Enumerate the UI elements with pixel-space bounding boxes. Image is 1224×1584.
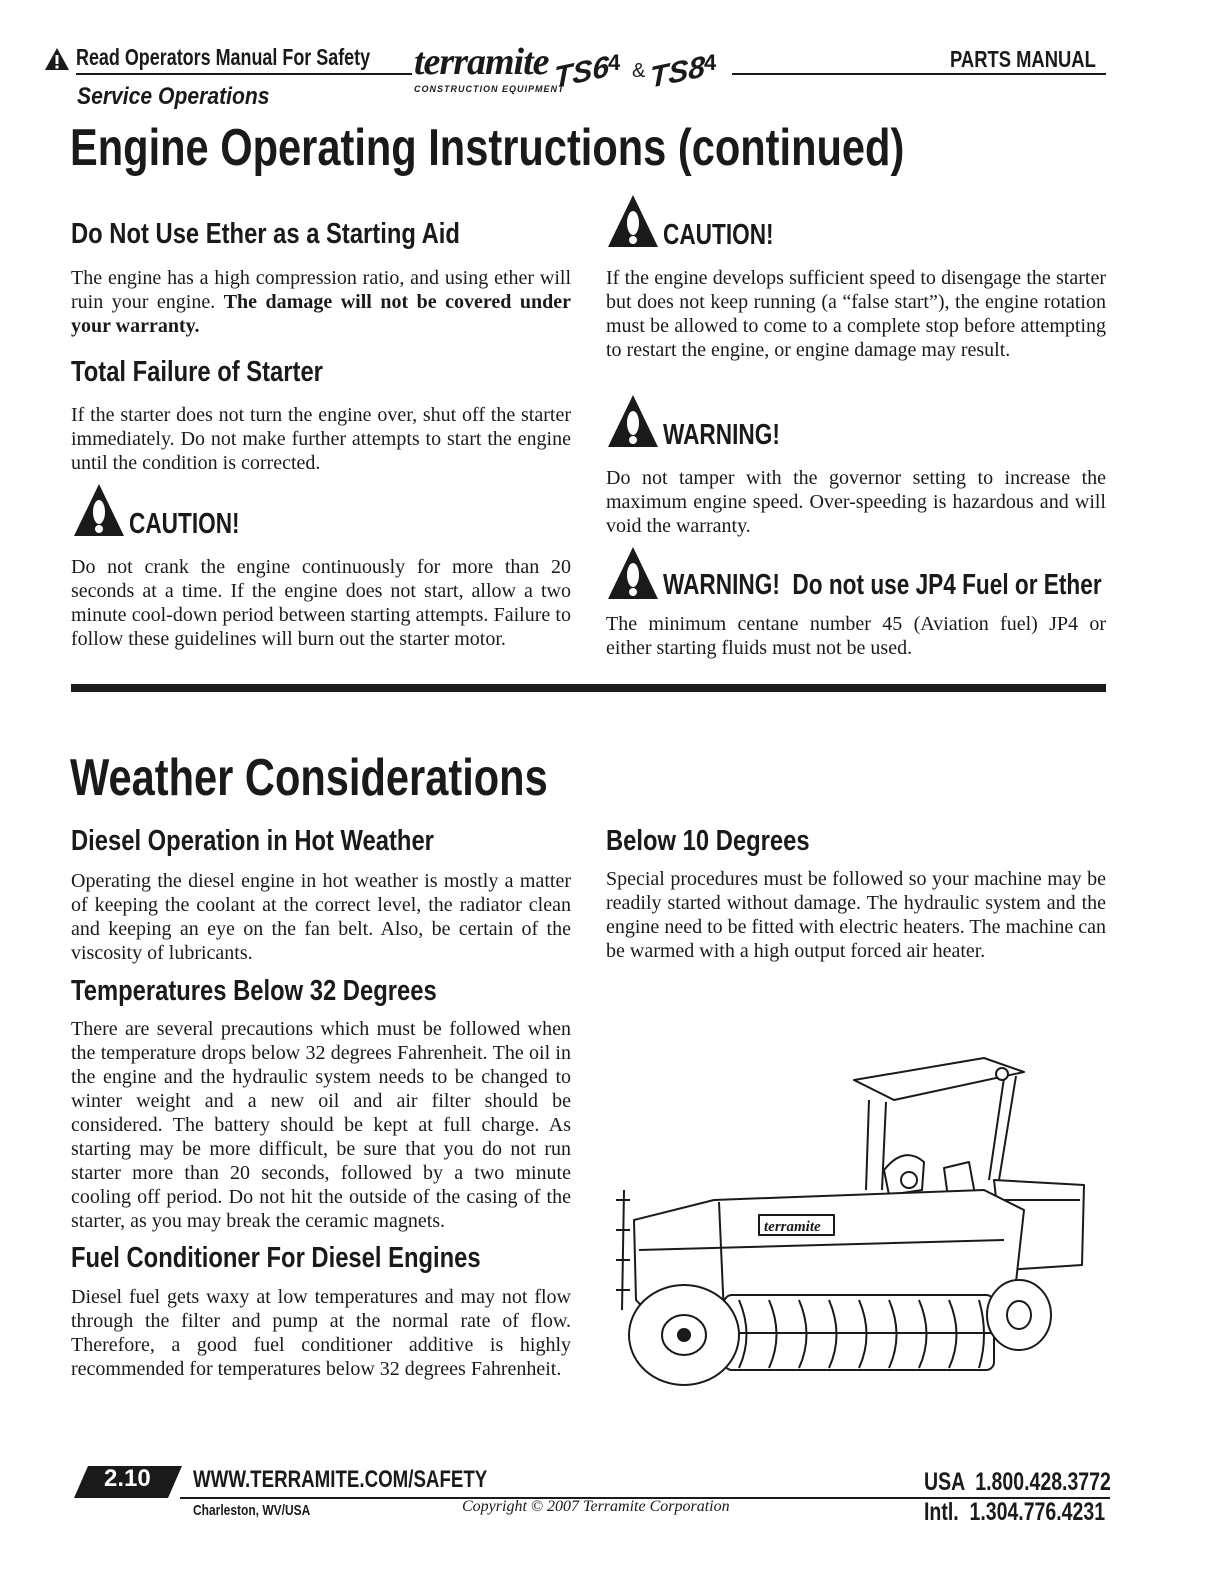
hot-weather-heading: Diesel Operation in Hot Weather bbox=[71, 825, 434, 857]
caution-label-right: CAUTION! bbox=[663, 219, 774, 251]
ether-warranty-text: The damage will not be covered under your warranty. bbox=[71, 291, 572, 337]
engine-title: Engine Operating Instructions (continued) bbox=[70, 119, 905, 177]
starter-paragraph: If the starter does not turn the engine over, shut off the starter immediately. Do not make further attempts to start the engine until the condition is corrected. bbox=[71, 404, 571, 474]
safety-notice: Read Operators Manual For Safety bbox=[76, 44, 371, 70]
ether-paragraph bbox=[71, 266, 571, 338]
model-ts8-number: 4 bbox=[704, 50, 717, 75]
model-ts6-text: TS6 bbox=[554, 50, 610, 95]
warning-paragraph-jp4: The minimum centane number 45 (Aviation fuel) JP4 or either starting fluids must not be used. bbox=[606, 613, 1106, 659]
ampersand: & bbox=[632, 60, 646, 82]
caution-label-left: CAUTION! bbox=[129, 508, 240, 540]
location: Charleston, WV/USA bbox=[193, 1502, 311, 1519]
ether-body-text: The engine has a high compression ratio, and using ether will ruin your engine. bbox=[71, 267, 571, 313]
below-32-heading: Temperatures Below 32 Degrees bbox=[71, 975, 437, 1007]
parts-manual-label: PARTS MANUAL bbox=[950, 46, 1096, 72]
model-ts8-text: TS8 bbox=[650, 50, 706, 95]
hot-weather-paragraph: Operating the diesel engine in hot weather is mostly a matter of keeping the coolant at the correct level, the radiator clean and keeping an eye on the fan belt. Also, be certain of the viscosity of lubricants. bbox=[71, 870, 571, 964]
fuel-conditioner-heading: Fuel Conditioner For Diesel Engines bbox=[71, 1242, 481, 1274]
safety-url: WWW.TERRAMITE.COM/SAFETY bbox=[193, 1466, 488, 1493]
intl-phone: Intl. 1.304.776.4231 bbox=[924, 1498, 1106, 1526]
fuel-conditioner-paragraph: Diesel fuel gets waxy at low temperatures and may not flow through the filter and pump at the normal rate of flow. Therefore, a good fuel conditioner additive is highly recommended for temperatures below 32 degrees Fahrenheit. bbox=[71, 1286, 571, 1380]
brand-logo bbox=[412, 41, 565, 100]
below-10-paragraph: Special procedures must be followed so your machine may be readily started without damage. The hydraulic system and the engine need to be fitted with electric heaters. The machine can be warmed with a high output forced air heater. bbox=[606, 868, 1106, 962]
header-rule-right bbox=[732, 73, 1106, 75]
machine-brand-text: terramite bbox=[764, 1219, 821, 1235]
below-10-heading: Below 10 Degrees bbox=[606, 825, 810, 857]
page-number: 2.10 bbox=[104, 1465, 151, 1492]
model-ts6-number: 4 bbox=[608, 50, 621, 75]
machine-illustration bbox=[604, 1050, 1094, 1390]
weather-title: Weather Considerations bbox=[70, 749, 548, 807]
caution-paragraph-left: Do not crank the engine continuously for more than 20 seconds at a time. If the engine does not start, allow a two minute cool-down period between starting attempts. Failure to follow these guidelines will burn out the starter motor. bbox=[71, 556, 571, 650]
warning-label-jp4: WARNING! Do not use JP4 Fuel or Ether bbox=[663, 569, 1102, 601]
safety-warning-icon bbox=[44, 47, 70, 71]
ether-heading: Do Not Use Ether as a Starting Aid bbox=[71, 218, 460, 250]
warning-icon bbox=[606, 545, 660, 601]
brand-subtitle: CONSTRUCTION EQUIPMENT bbox=[414, 84, 565, 94]
model-ts6-logo bbox=[552, 50, 630, 94]
usa-phone: USA 1.800.428.3772 bbox=[924, 1468, 1111, 1496]
caution-icon bbox=[72, 482, 126, 538]
header-rule-left bbox=[76, 73, 412, 75]
copyright: Copyright © 2007 Terramite Corporation bbox=[462, 1498, 730, 1515]
warning-paragraph-governor: Do not tamper with the governor setting to increase the maximum engine speed. Over-speeding is hazardous and will void the warranty. bbox=[606, 467, 1106, 537]
caution-icon bbox=[606, 193, 660, 249]
brand-wordmark: terramite bbox=[414, 41, 549, 83]
caution-paragraph-right: If the engine develops sufficient speed to disengage the starter but does not keep running (a “false start”), the engine rotation must be allowed to come to a complete stop before attempting to restart the engine, or engine damage may result. bbox=[606, 267, 1106, 361]
section-divider bbox=[71, 684, 1106, 692]
warning-icon bbox=[606, 393, 660, 449]
below-32-paragraph: There are several precautions which must be followed when the temperature drops below 32 degrees Fahrenheit. The oil in the engine and the hydraulic system needs to be changed to winter weight and a new oil and air filter should be considered. The battery should be kept at full charge. As starting may be more difficult, be sure that you do not run starter more than 20 seconds, followed by a two minute cooling off period. Do not hit the outside of the casing of the starter, as you may break the ceramic magnets. bbox=[71, 1018, 571, 1232]
starter-heading: Total Failure of Starter bbox=[71, 356, 323, 388]
section-label: Service Operations bbox=[77, 83, 270, 110]
model-ts8-logo bbox=[648, 50, 728, 94]
warning-label-governor: WARNING! bbox=[663, 419, 780, 451]
